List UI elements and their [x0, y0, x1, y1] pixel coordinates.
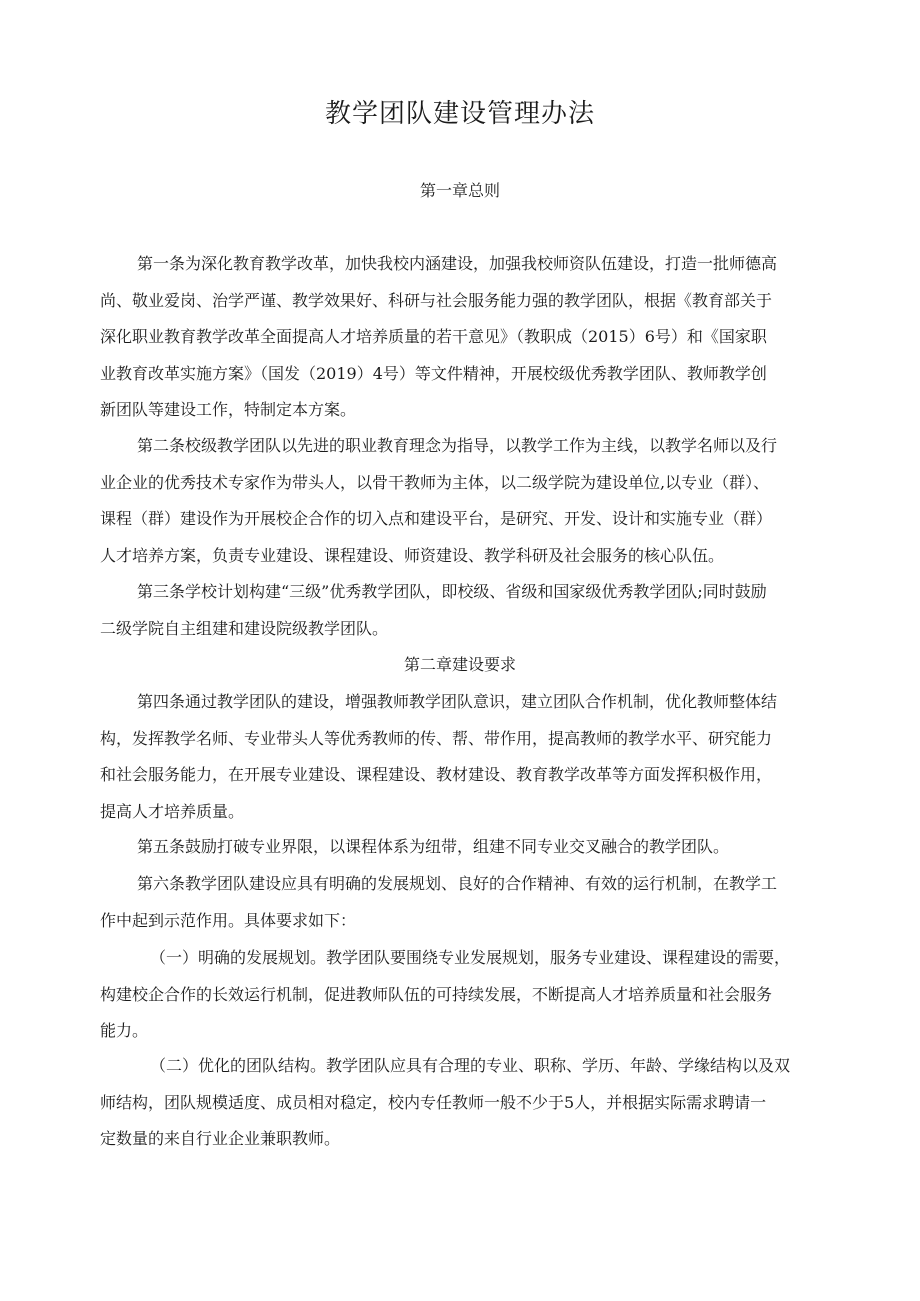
article-4-line: 和社会服务能力，在开展专业建设、课程建设、教材建设、教育教学改革等方面发挥积极作用，	[100, 765, 773, 784]
article-1-line: 新团队等建设工作，特制定本方案。	[100, 400, 357, 419]
item-2-line: 定数量的来自行业企业兼职教师。	[100, 1129, 341, 1148]
item-2-line: （二）优化的团队结构。教学团队应具有合理的专业、职称、学历、年龄、学缘结构以及双	[150, 1056, 791, 1075]
article-4-line: 构，发挥教学名师、专业带头人等优秀教师的传、帮、带作用，提高教师的教学水平、研究能力	[100, 728, 773, 748]
article-6	[100, 866, 777, 939]
article-3-line: 第三条学校计划构建“三级”优秀教学团队，即校级、省级和国家级优秀教学团队;同时鼓励	[137, 582, 767, 601]
article-3-line: 二级学院自主组建和建设院级教学团队。	[100, 618, 389, 638]
article-2-line: 人才培养方案，负责专业建设、课程建设、师资建设、教学科研及社会服务的核心队伍。	[100, 545, 725, 565]
document-title: 教学团队建设管理办法	[324, 99, 595, 129]
article-6-line: 作中起到示范作用。具体要求如下：	[100, 910, 357, 930]
article-1-line: 第一条为深化教育教学改革，加快我校内涵建设，加强我校师资队伍建设，打造一批师德高	[137, 254, 778, 273]
article-1	[100, 246, 777, 429]
article-5-line: 第五条鼓励打破专业界限，以课程体系为纽带，组建不同专业交叉融合的教学团队。	[137, 837, 730, 856]
item-1-line: （一）明确的发展规划。教学团队要围绕专业发展规划，服务专业建设、课程建设的需要，	[150, 948, 791, 967]
article-2-line: 业企业的优秀技术专家作为带头人，以骨干教师为主体，以二级学院为建设单位,以专业（群）、	[100, 472, 770, 492]
item-1-line: 构建校企合作的长效运行机制，促进教师队伍的可持续发展，不断提高人才培养质量和社会服务	[100, 984, 773, 1004]
article-1-line: 业教育改革实施方案》（国发（2019）4号）等文件精神，开展校级优秀教学团队、教师教学创	[100, 363, 767, 383]
article-1-line: 深化职业教育教学改革全面提高人才培养质量的若干意见》（教职成（2015）6号）和《国家职	[100, 327, 767, 346]
chapter-2-heading: 第二章建设要求	[403, 655, 516, 674]
item-2-line: 师结构，团队规模适度、成员相对稳定，校内专任教师一般不少于5人，并根据实际需求聘请一	[100, 1092, 767, 1112]
article-5	[100, 829, 729, 866]
item-1	[100, 940, 790, 1050]
article-4-line: 第四条通过教学团队的建设，增强教师教学团队意识，建立团队合作机制，优化教师整体结	[137, 692, 778, 711]
article-2-line: 课程（群）建设作为开展校企合作的切入点和建设平台，是研究、开发、设计和实施专业（群）	[100, 509, 773, 528]
article-6-line: 第六条教学团队建设应具有明确的发展规划、良好的合作精神、有效的运行机制，在教学工	[137, 874, 778, 893]
article-4-line: 提高人才培养质量。	[100, 801, 245, 821]
article-1-line: 尚、敬业爱岗、治学严谨、教学效果好、科研与社会服务能力强的教学团队，根据《教育部关于	[100, 290, 773, 310]
item-1-line: 能力。	[100, 1021, 149, 1040]
article-2	[100, 428, 777, 574]
chapter-1-heading: 第一章总则	[419, 181, 500, 200]
article-3	[100, 574, 767, 647]
article-2-line: 第二条校级教学团队以先进的职业教育理念为指导，以教学工作为主线，以教学名师以及行	[137, 436, 778, 455]
article-4	[100, 684, 777, 830]
item-2	[100, 1048, 790, 1158]
